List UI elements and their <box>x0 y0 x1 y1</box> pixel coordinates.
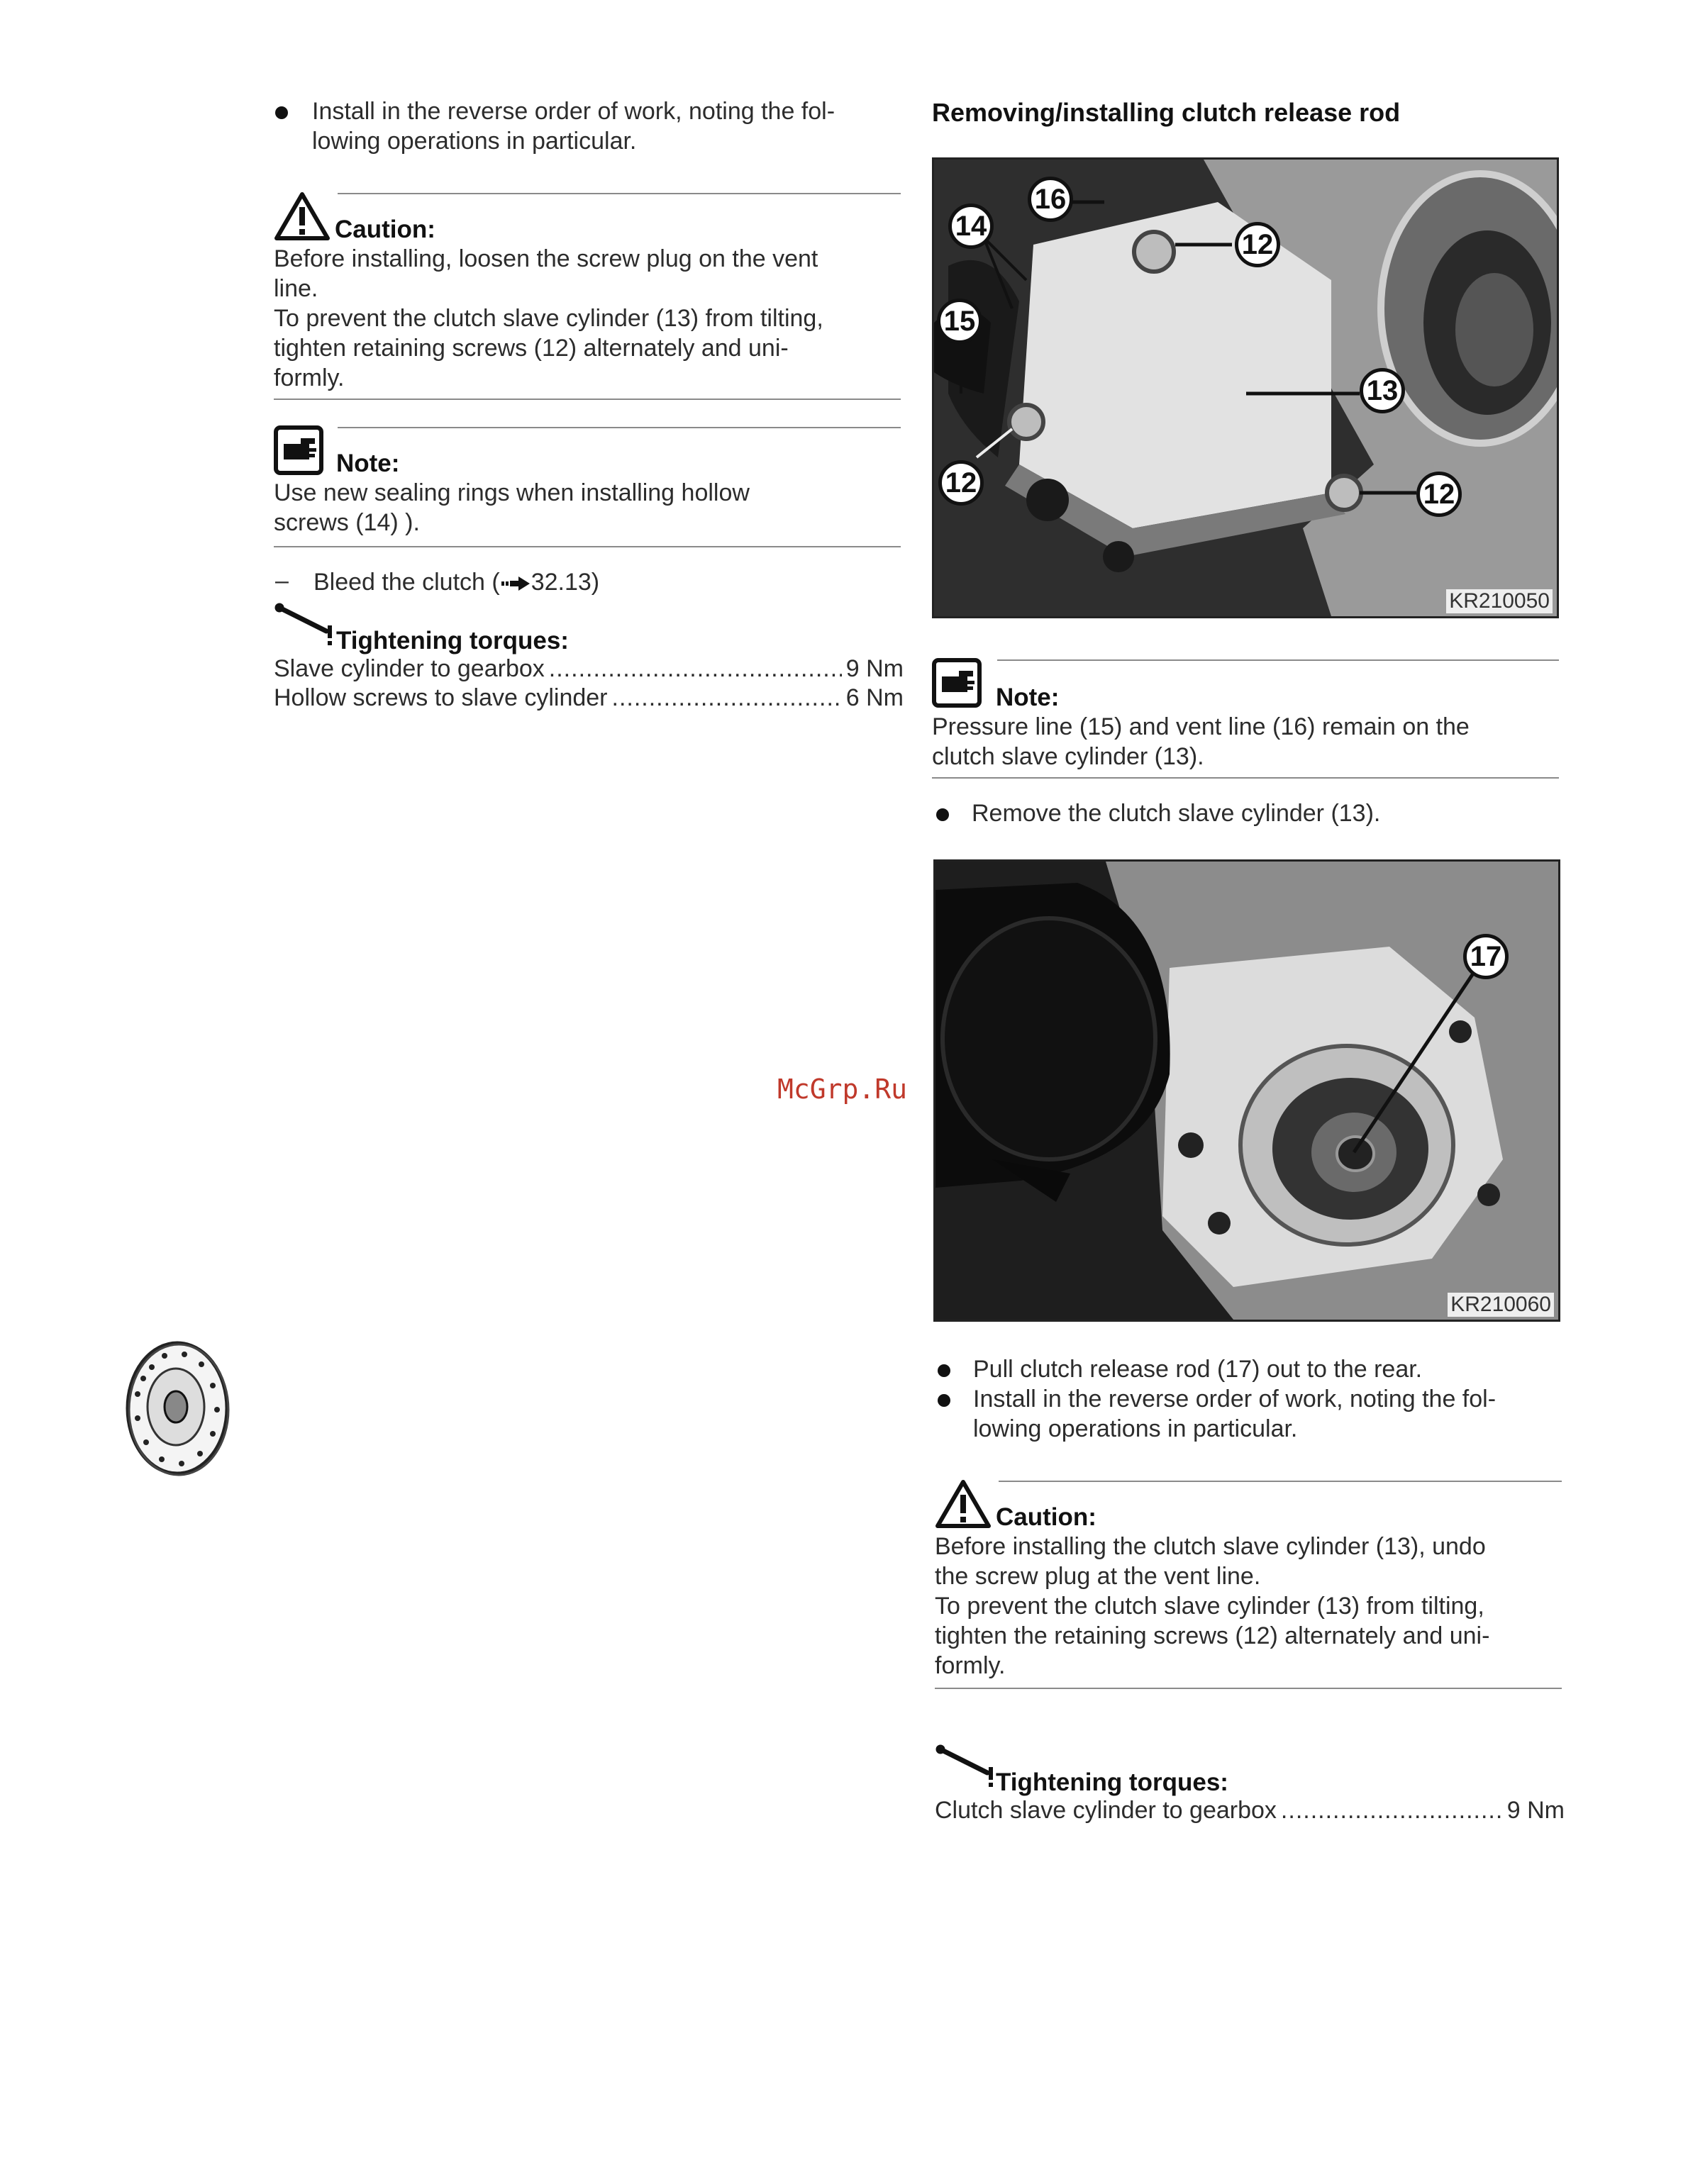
dash-marker: – <box>275 567 289 594</box>
caution-title: Caution: <box>335 216 435 243</box>
callout-12-left: 12 <box>938 460 984 506</box>
callout-16: 16 <box>1028 177 1073 222</box>
warning-triangle-icon <box>935 1479 992 1532</box>
divider <box>997 659 1559 661</box>
divider <box>274 399 901 400</box>
note-hand-icon <box>932 658 982 711</box>
text-line: Before installing, loosen the screw plug on the vent <box>274 245 818 272</box>
text-line: lowing operations in particular. <box>312 128 637 155</box>
divider <box>935 1688 1562 1689</box>
callout-17: 17 <box>1463 934 1509 979</box>
text-line: To prevent the clutch slave cylinder (13) from tilting, <box>935 1593 1484 1620</box>
text-line: formly. <box>274 364 345 391</box>
torque-value: 6 Nm <box>845 684 904 711</box>
ref-text: 32.13) <box>531 569 600 596</box>
bullet-dot <box>275 106 288 119</box>
divider <box>274 546 901 547</box>
note-title: Note: <box>336 450 400 477</box>
text-line: line. <box>274 275 318 302</box>
text-line: To prevent the clutch slave cylinder (13) from tilting, <box>274 305 823 332</box>
photo-release-rod <box>933 859 1560 1322</box>
photo-code: KR210060 <box>1448 1293 1554 1317</box>
bullet-install-reverse <box>312 96 908 156</box>
photo-slave-cylinder <box>932 157 1559 618</box>
bleed-clutch-item <box>313 567 599 597</box>
text-line: tighten retaining screws (12) alternately and uni- <box>274 335 789 362</box>
callout-15: 15 <box>937 299 982 344</box>
clutch-disc-icon <box>122 1339 233 1481</box>
divider <box>999 1481 1562 1482</box>
text-line: clutch slave cylinder (13). <box>932 743 1204 770</box>
arrow-ref-icon <box>500 569 531 596</box>
callout-14: 14 <box>948 204 994 249</box>
note-text <box>932 712 1570 771</box>
text-line: formly. <box>935 1652 1006 1679</box>
text-line: Pressure line (15) and vent line (16) remain on the <box>932 713 1470 740</box>
torque-row <box>935 1797 1565 1824</box>
section-heading: Removing/installing clutch release rod <box>932 98 1401 127</box>
divider <box>338 427 901 428</box>
callout-13: 13 <box>1360 368 1405 413</box>
torque-value: 9 Nm <box>845 655 904 682</box>
text-line: screws (14) ). <box>274 509 420 536</box>
torque-wrench-icon <box>274 601 338 654</box>
callout-12-top: 12 <box>1235 222 1280 267</box>
text-line: lowing operations in particular. <box>973 1415 1298 1442</box>
caution-title: Caution: <box>996 1503 1096 1531</box>
torque-label: Slave cylinder to gearbox <box>274 655 545 682</box>
torque-value: 9 Nm <box>1506 1797 1565 1824</box>
caution-text <box>935 1532 1573 1681</box>
text-line: Install in the reverse order of work, noting the fol- <box>973 1386 1497 1413</box>
torques-title: Tightening torques: <box>996 1768 1228 1796</box>
note-hand-icon <box>274 425 323 479</box>
bullet-pull-rod: Pull clutch release rod (17) out to the rear. <box>973 1356 1423 1383</box>
torque-wrench-icon <box>935 1743 999 1796</box>
divider <box>338 193 901 194</box>
warning-triangle-icon <box>274 191 331 245</box>
caution-text <box>274 244 912 393</box>
text-line: tighten the retaining screws (12) alternately and uni- <box>935 1622 1490 1649</box>
divider <box>932 777 1559 779</box>
bullet-dot <box>936 808 949 821</box>
torque-label: Hollow screws to slave cylinder <box>274 684 608 711</box>
torque-row <box>274 655 904 683</box>
text-line: Before installing the clutch slave cylinder (13), undo <box>935 1533 1486 1560</box>
photo-code: KR210050 <box>1446 589 1553 613</box>
torques-title: Tightening torques: <box>336 627 569 654</box>
bullet-remove-cylinder: Remove the clutch slave cylinder (13). <box>972 800 1381 827</box>
note-title: Note: <box>996 684 1060 711</box>
watermark: McGrp.Ru <box>777 1074 908 1105</box>
text-line: Install in the reverse order of work, noting the fol- <box>312 98 835 125</box>
bleed-text: Bleed the clutch ( <box>313 569 500 596</box>
torque-label: Clutch slave cylinder to gearbox <box>935 1797 1277 1824</box>
text-line: the screw plug at the vent line. <box>935 1563 1261 1590</box>
text-line: Use new sealing rings when installing hollow <box>274 479 750 506</box>
bullet-dot <box>938 1364 950 1377</box>
torque-row <box>274 684 904 712</box>
bullet-dot <box>938 1394 950 1407</box>
bullet-install-reverse <box>973 1384 1569 1444</box>
note-text <box>274 478 912 537</box>
callout-12-right: 12 <box>1416 472 1462 517</box>
